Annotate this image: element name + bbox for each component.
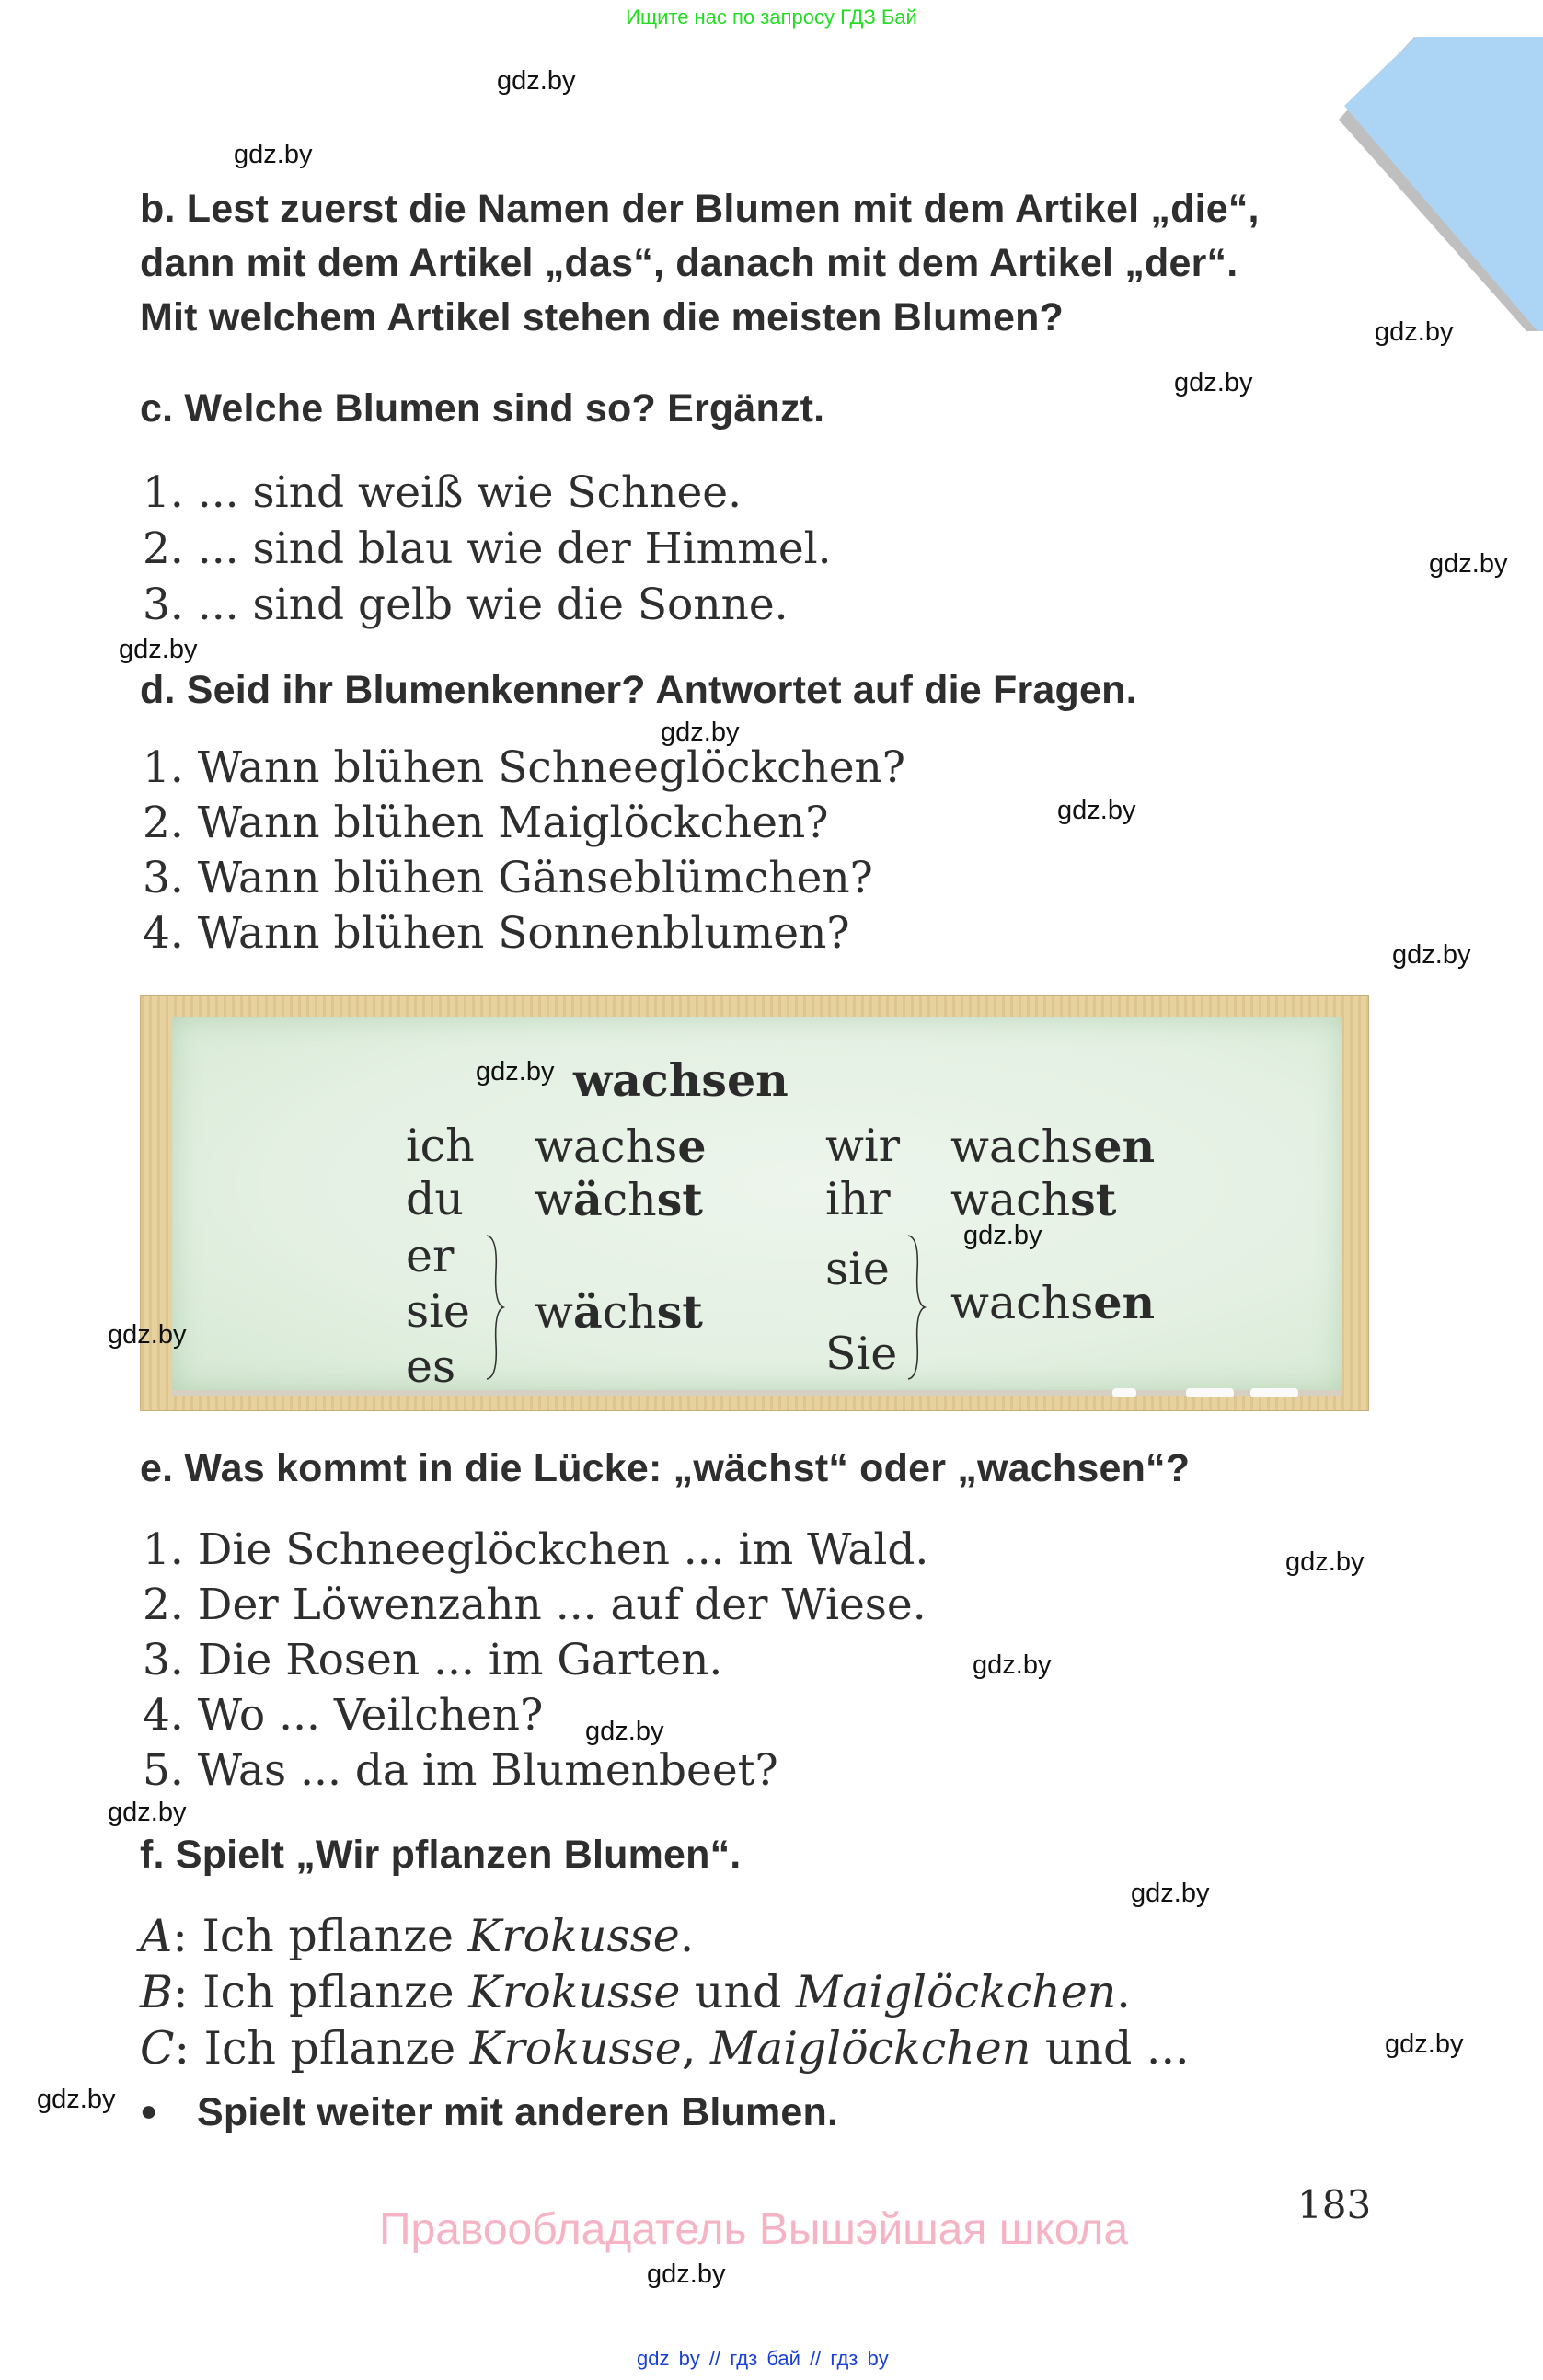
watermark: gdz.by	[497, 66, 576, 96]
pronoun-sie-plural: sie	[825, 1243, 890, 1295]
watermark: gdz.by	[1385, 2029, 1464, 2059]
watermark: gdz.by	[661, 718, 740, 747]
list-item: 4. Wo ... Veilchen?	[143, 1690, 544, 1741]
watermark: gdz.by	[963, 1221, 1042, 1250]
task-b-line: dann mit dem Artikel „das“, danach mit dem Artikel „der“.	[140, 241, 1238, 285]
watermark: gdz.by	[1131, 1879, 1210, 1908]
list-item: 1. Die Schneeglöckchen ... im Wald.	[143, 1524, 929, 1575]
brace-icon	[485, 1234, 507, 1381]
task-f-heading: f. Spielt „Wir pflanzen Blumen“.	[140, 1833, 742, 1877]
form-er-sie-es: wächst	[535, 1285, 703, 1339]
board-surface	[108, 1017, 1342, 1396]
watermark: gdz.by	[973, 1650, 1052, 1680]
pronoun-du: du	[406, 1173, 464, 1225]
watermark: gdz.by	[234, 140, 313, 169]
chalk-piece-icon	[1112, 1388, 1136, 1397]
watermark: gdz.by	[647, 2259, 726, 2289]
top-banner: Ищите нас по запросу ГДЗ Бай	[626, 6, 917, 29]
form-du: wächst	[535, 1173, 703, 1226]
page-number: 183	[1297, 2182, 1372, 2227]
watermark: gdz.by	[585, 1717, 664, 1746]
watermark: gdz.by	[1375, 317, 1454, 347]
list-item: 1. Wann blühen Schneeglöckchen?	[143, 742, 905, 793]
form-sie-Sie: wachsen	[950, 1276, 1156, 1329]
pronoun-ich: ich	[406, 1120, 475, 1172]
task-d-list	[143, 741, 905, 961]
form-ihr: wachst	[950, 1173, 1117, 1226]
task-e-heading: e. Was kommt in die Lücke: „wächst“ oder „wachsen“?	[140, 1446, 1191, 1490]
copyright-holder: Правообладатель Вышэйшая школа	[379, 2205, 1129, 2254]
list-item: 3. Die Rosen ... im Garten.	[143, 1635, 723, 1685]
task-c-heading: c. Welche Blumen sind so? Ergänzt.	[140, 386, 825, 431]
conjugation-verb: wachsen	[573, 1053, 789, 1107]
form-wir: wachsen	[950, 1120, 1156, 1173]
task-d-heading: d. Seid ihr Blumenkenner? Antwortet auf die Fragen.	[140, 668, 1137, 712]
list-item: 2. Der Löwenzahn ... auf der Wiese.	[143, 1580, 927, 1630]
watermark: gdz.by	[1392, 940, 1471, 970]
task-b-instructions	[140, 182, 1260, 345]
watermark: gdz.by	[1285, 1547, 1365, 1577]
pronoun-Sie-formal: Sie	[825, 1328, 898, 1380]
brace-icon	[906, 1234, 928, 1381]
task-f-dialogue	[140, 1908, 1190, 2076]
chalk-piece-icon	[1186, 1388, 1234, 1397]
watermark: gdz.by	[108, 1320, 187, 1350]
watermark: gdz.by	[1057, 796, 1136, 825]
list-item: 2. Wann blühen Maiglöckchen?	[143, 798, 829, 848]
pronoun-es: es	[406, 1340, 456, 1393]
task-c-list	[143, 465, 832, 633]
dialogue-line: B: Ich pflanze Krokusse und Maiglöckchen.	[140, 1966, 1131, 2018]
pronoun-sie: sie	[406, 1285, 470, 1338]
pronoun-wir: wir	[825, 1120, 901, 1172]
list-item: 1. ... sind weiß wie Schnee.	[143, 467, 743, 518]
list-item: 3. Wann blühen Gänseblümchen?	[143, 853, 873, 903]
watermark: gdz.by	[1429, 549, 1508, 579]
chalk-piece-icon	[1250, 1388, 1298, 1397]
bullet-icon: ●	[140, 2094, 158, 2127]
watermark: gdz.by	[119, 635, 198, 664]
pronoun-er: er	[406, 1230, 455, 1282]
dialogue-line: A: Ich pflanze Krokusse.	[140, 1910, 695, 1962]
list-item: 5. Was ... da im Blumenbeet?	[143, 1745, 778, 1796]
watermark: gdz.by	[108, 1798, 187, 1827]
list-item: 3. ... sind gelb wie die Sonne.	[143, 580, 789, 630]
task-b-line: b. Lest zuerst die Namen der Blumen mit dem Artikel „die“,	[140, 187, 1260, 231]
dialogue-line: C: Ich pflanze Krokusse, Maiglöckchen und ...	[140, 2022, 1190, 2075]
footer-links: gdz by // гдз бай // гдз by	[637, 2347, 889, 2370]
conjugation-board	[108, 995, 1369, 1411]
list-item: 2. ... sind blau wie der Himmel.	[143, 523, 832, 574]
task-e-list	[143, 1523, 928, 1799]
watermark: gdz.by	[37, 2085, 116, 2114]
watermark: gdz.by	[1174, 368, 1253, 397]
corner-decoration-icon	[1331, 37, 1543, 331]
watermark: gdz.by	[476, 1057, 555, 1087]
pronoun-ihr: ihr	[825, 1173, 891, 1225]
task-b-line: Mit welchem Artikel stehen die meisten Blumen?	[140, 295, 1065, 339]
form-ich: wachse	[535, 1120, 707, 1173]
list-item: 4. Wann blühen Sonnenblumen?	[143, 908, 850, 959]
task-f-bullet-text: Spielt weiter mit anderen Blumen.	[197, 2090, 839, 2134]
